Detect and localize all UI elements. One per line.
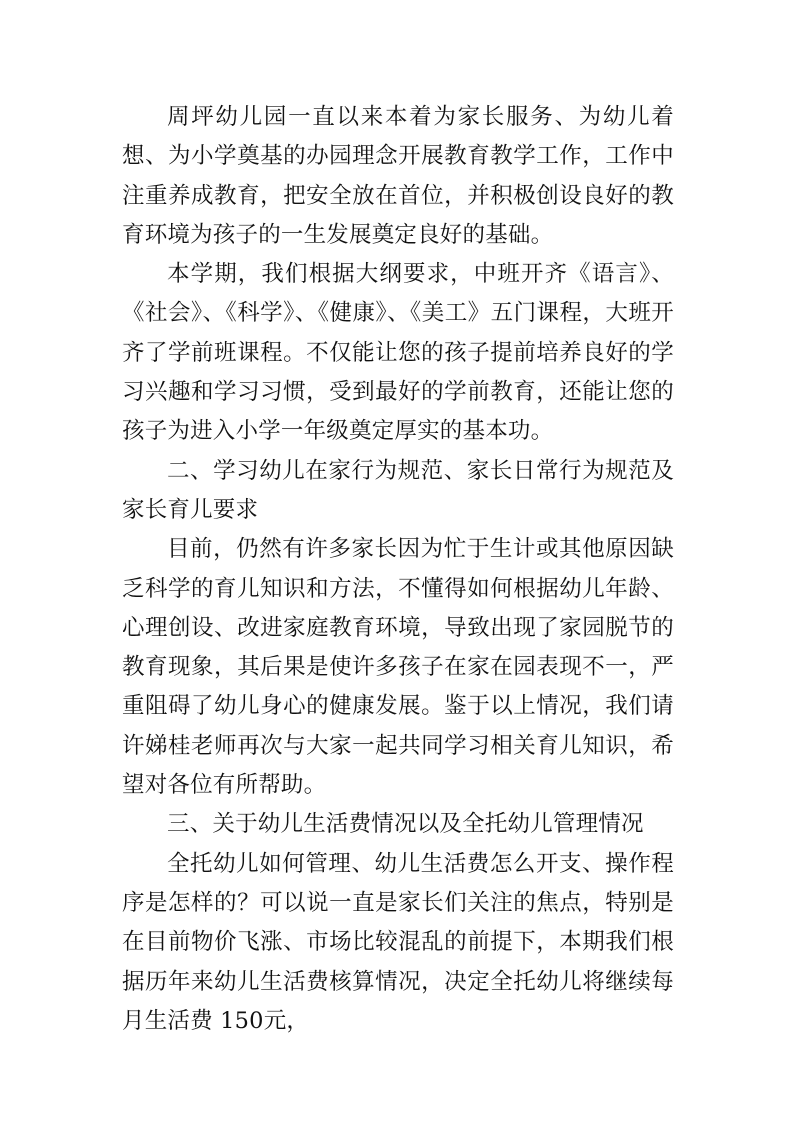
- paragraph-intro: 周坪幼儿园一直以来本着为家长服务、为幼儿着想、为小学奠基的办园理念开展教育教学工作，工作中注重养成教育，把安全放在首位，并积极创设良好的教育环境为孩子的一生发展奠定良好的基础。: [122, 104, 674, 248]
- section-heading-2: 二、学习幼儿在家行为规范、家长日常行为规范及家长育儿要求: [122, 457, 674, 523]
- section-heading-3: 三、关于幼儿生活费情况以及全托幼儿管理情况: [167, 811, 644, 838]
- paragraph-parenting: 目前，仍然有许多家长因为忙于生计或其他原因缺乏科学的育儿知识和方法，不懂得如何根据幼儿年龄、心理创设、改进家庭教育环境，导致出现了家园脱节的教育现象，其后果是使许多孩子在家在园表现不一，严重阻碍了幼儿身心的健康发展。鉴于以上情况，我们请许娣桂老师再次与大家一起共同学习相关育儿知识，希望对各位有所帮助。: [122, 536, 674, 799]
- paragraph-fees: 全托幼儿如何管理、幼儿生活费怎么开支、操作程序是怎样的？可以说一直是家长们关注的焦点，特别是在目前物价飞涨、市场比较混乱的前提下，本期我们根据历年来幼儿生活费核算情况，决定全托幼儿将继续每月生活费 150元，: [122, 850, 674, 1034]
- paragraph-curriculum: 本学期，我们根据大纲要求，中班开齐《语言》、《社会》、《科学》、《健康》、《美工》五门课程，大班开齐了学前班课程。不仅能让您的孩子提前培养良好的学习兴趣和学习习惯，受到最好的学前教育，还能让您的孩子为进入小学一年级奠定厚实的基本功。: [122, 261, 674, 445]
- document-body: [122, 98, 674, 1041]
